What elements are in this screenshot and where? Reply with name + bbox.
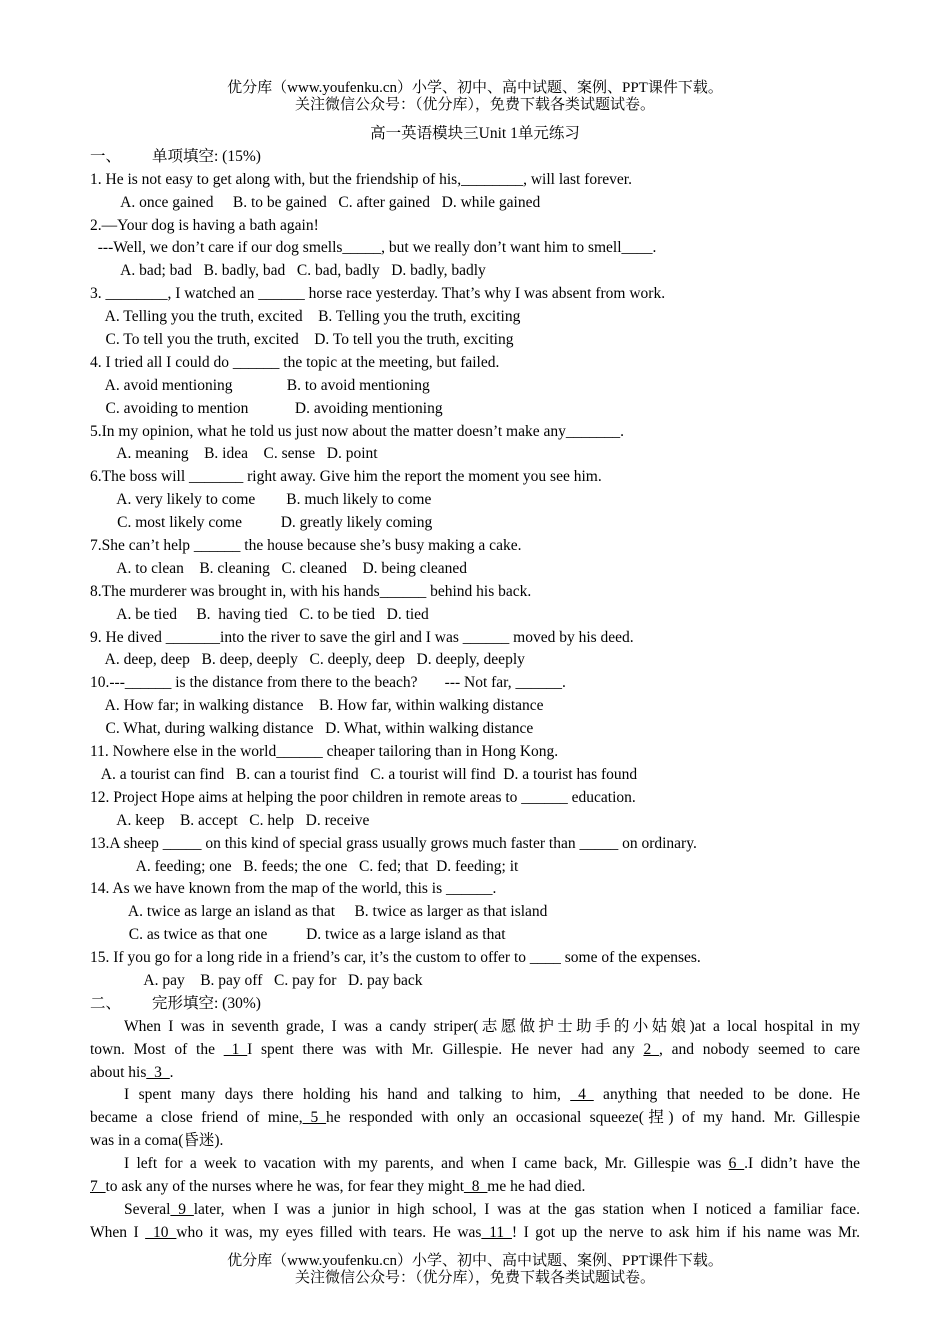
blank-9: _9_	[170, 1200, 194, 1218]
option-line: A. avoid mentioning B. to avoid mentioning	[90, 376, 430, 394]
option-line: A. a tourist can find B. can a tourist find C. a tourist will find D. a tourist has found	[90, 765, 638, 783]
header-line-1: 优分库（www.youfenku.cn）小学、初中、高中试题、案例、PPT课件下载。	[227, 80, 723, 96]
passage-line: When I _10_who it was, my eyes filled with tears. He was_11_! I got up the nerve to ask him if his name was Mr.	[90, 1223, 861, 1241]
question-line: 6.The boss will _______ right away. Give him the report the moment you see him.	[90, 468, 602, 486]
option-line: A. very likely to come B. much likely to come	[90, 491, 432, 509]
passage-line: about his_3_.	[90, 1063, 174, 1081]
passage-line: I left for a week to vacation with my parents, and when I came back, Mr. Gillespie was 6_.I didn’t have the	[124, 1155, 861, 1173]
passage-line: town. Most of the _1_I spent there was with Mr. Gillespie. He never had any 2_, and nobody seemed to care	[90, 1040, 861, 1058]
question-line: 5.In my opinion, what he told us just now about the matter doesn’t make any_______.	[90, 422, 624, 440]
passage-line: Several_9_later, when I was a junior in high school, I was at the gas station when I noticed a familiar face.	[124, 1200, 860, 1218]
blank-2: 2_	[643, 1040, 659, 1058]
question-line: 7.She can’t help ______ the house because she’s busy making a cake.	[90, 537, 522, 555]
option-line: A. meaning B. idea C. sense D. point	[90, 445, 378, 463]
question-line: 10.---______ is the distance from there to the beach? --- Not far, ______.	[90, 674, 566, 692]
passage-line: 7_to ask any of the nurses where he was, for fear they might_8_me he had died.	[90, 1177, 586, 1195]
question-line: ---Well, we don’t care if our dog smells_____, but we really don’t want him to smell____.	[90, 239, 657, 257]
document-body	[90, 123, 860, 1245]
question-line: 2.—Your dog is having a bath again!	[90, 216, 319, 234]
option-line: C. What, during walking distance D. What, within walking distance	[90, 720, 534, 738]
option-line: A. keep B. accept C. help D. receive	[90, 811, 370, 829]
question-line: 11. Nowhere else in the world______ cheaper tailoring than in Hong Kong.	[90, 743, 559, 761]
blank-6: 6_	[728, 1155, 745, 1173]
blank-5: _5_	[302, 1109, 326, 1127]
question-line: 9. He dived _______into the river to save the girl and I was ______ moved by his deed.	[90, 628, 634, 646]
passage-line: I spent many days there holding his hand and talking to him, _4_ anything that needed to be done. He	[124, 1086, 860, 1104]
passage-line: became a close friend of mine,_5_he responded with only an occasional squeeze(捏) of my hand. Mr. Gillespie	[90, 1109, 860, 1127]
blank-1: _1_	[223, 1040, 248, 1058]
blank-11: _11_	[481, 1223, 512, 1241]
option-line: A. once gained B. to be gained C. after gained D. while gained	[90, 193, 541, 211]
footer-line-2: 关注微信公众号：（优分库），免费下载各类试题试卷。	[294, 1270, 655, 1286]
blank-10: _10_	[145, 1223, 177, 1241]
option-line: A. deep, deep B. deep, deeply C. deeply, deep D. deeply, deeply	[90, 651, 525, 669]
option-line: A. How far; in walking distance B. How far, within walking distance	[90, 697, 544, 715]
question-line: 8.The murderer was brought in, with his hands______ behind his back.	[90, 582, 532, 600]
page-header	[0, 80, 950, 114]
option-line: A. twice as large an island as that B. twice as larger as that island	[90, 903, 548, 921]
option-line: C. To tell you the truth, excited D. To tell you the truth, exciting	[90, 331, 514, 349]
option-line: A. pay B. pay off C. pay for D. pay back	[90, 971, 423, 989]
blank-8: _8_	[464, 1177, 488, 1195]
option-line: C. as twice as that one D. twice as a large island as that	[90, 926, 506, 944]
passage-line: When I was in seventh grade, I was a candy striper(志愿做护士助手的小姑娘)at a local hospital in my	[124, 1017, 860, 1035]
question-line: 4. I tried all I could do ______ the topic at the meeting, but failed.	[90, 353, 500, 371]
question-line: 3. ________, I watched an ______ horse race yesterday. That’s why I was absent from work.	[90, 285, 666, 303]
option-line: C. avoiding to mention D. avoiding mentioning	[90, 399, 443, 417]
option-line: A. feeding; one B. feeds; the one C. fed; that D. feeding; it	[90, 857, 519, 875]
passage-line: was in a coma(昏迷).	[90, 1132, 224, 1150]
question-line: 15. If you go for a long ride in a friend’s car, it’s the custom to offer to ____ some of the expenses.	[90, 949, 701, 967]
question-line: 14. As we have known from the map of the world, this is ______.	[90, 880, 497, 898]
option-line: A. bad; bad B. badly, bad C. bad, badly D. badly, badly	[90, 262, 486, 280]
question-line: 12. Project Hope aims at helping the poor children in remote areas to ______ education.	[90, 788, 636, 806]
page-footer	[0, 1253, 950, 1287]
section-2-heading: 二、 完形填空: (30%)	[90, 994, 261, 1012]
footer-line-1: 优分库（www.youfenku.cn）小学、初中、高中试题、案例、PPT课件下载。	[227, 1253, 723, 1269]
option-line: A. be tied B. having tied C. to be tied D. tied	[90, 605, 429, 623]
blank-3: _3_	[146, 1063, 170, 1081]
question-line: 1. He is not easy to get along with, but the friendship of his,________, will last forever.	[90, 170, 632, 188]
option-line: C. most likely come D. greatly likely coming	[90, 514, 433, 532]
document-title: 高一英语模块三Unit 1单元练习	[370, 125, 580, 142]
blank-7: 7_	[90, 1177, 106, 1195]
header-line-2: 关注微信公众号：（优分库），免费下载各类试题试卷。	[294, 97, 655, 113]
section-1-heading: 一、 单项填空: (15%)	[90, 147, 261, 165]
option-line: A. Telling you the truth, excited B. Telling you the truth, exciting	[90, 308, 521, 326]
blank-4: _4_	[570, 1086, 594, 1104]
question-line: 13.A sheep _____ on this kind of special grass usually grows much faster than _____ on ordinary.	[90, 834, 697, 852]
option-line: A. to clean B. cleaning C. cleaned D. being cleaned	[90, 559, 468, 577]
